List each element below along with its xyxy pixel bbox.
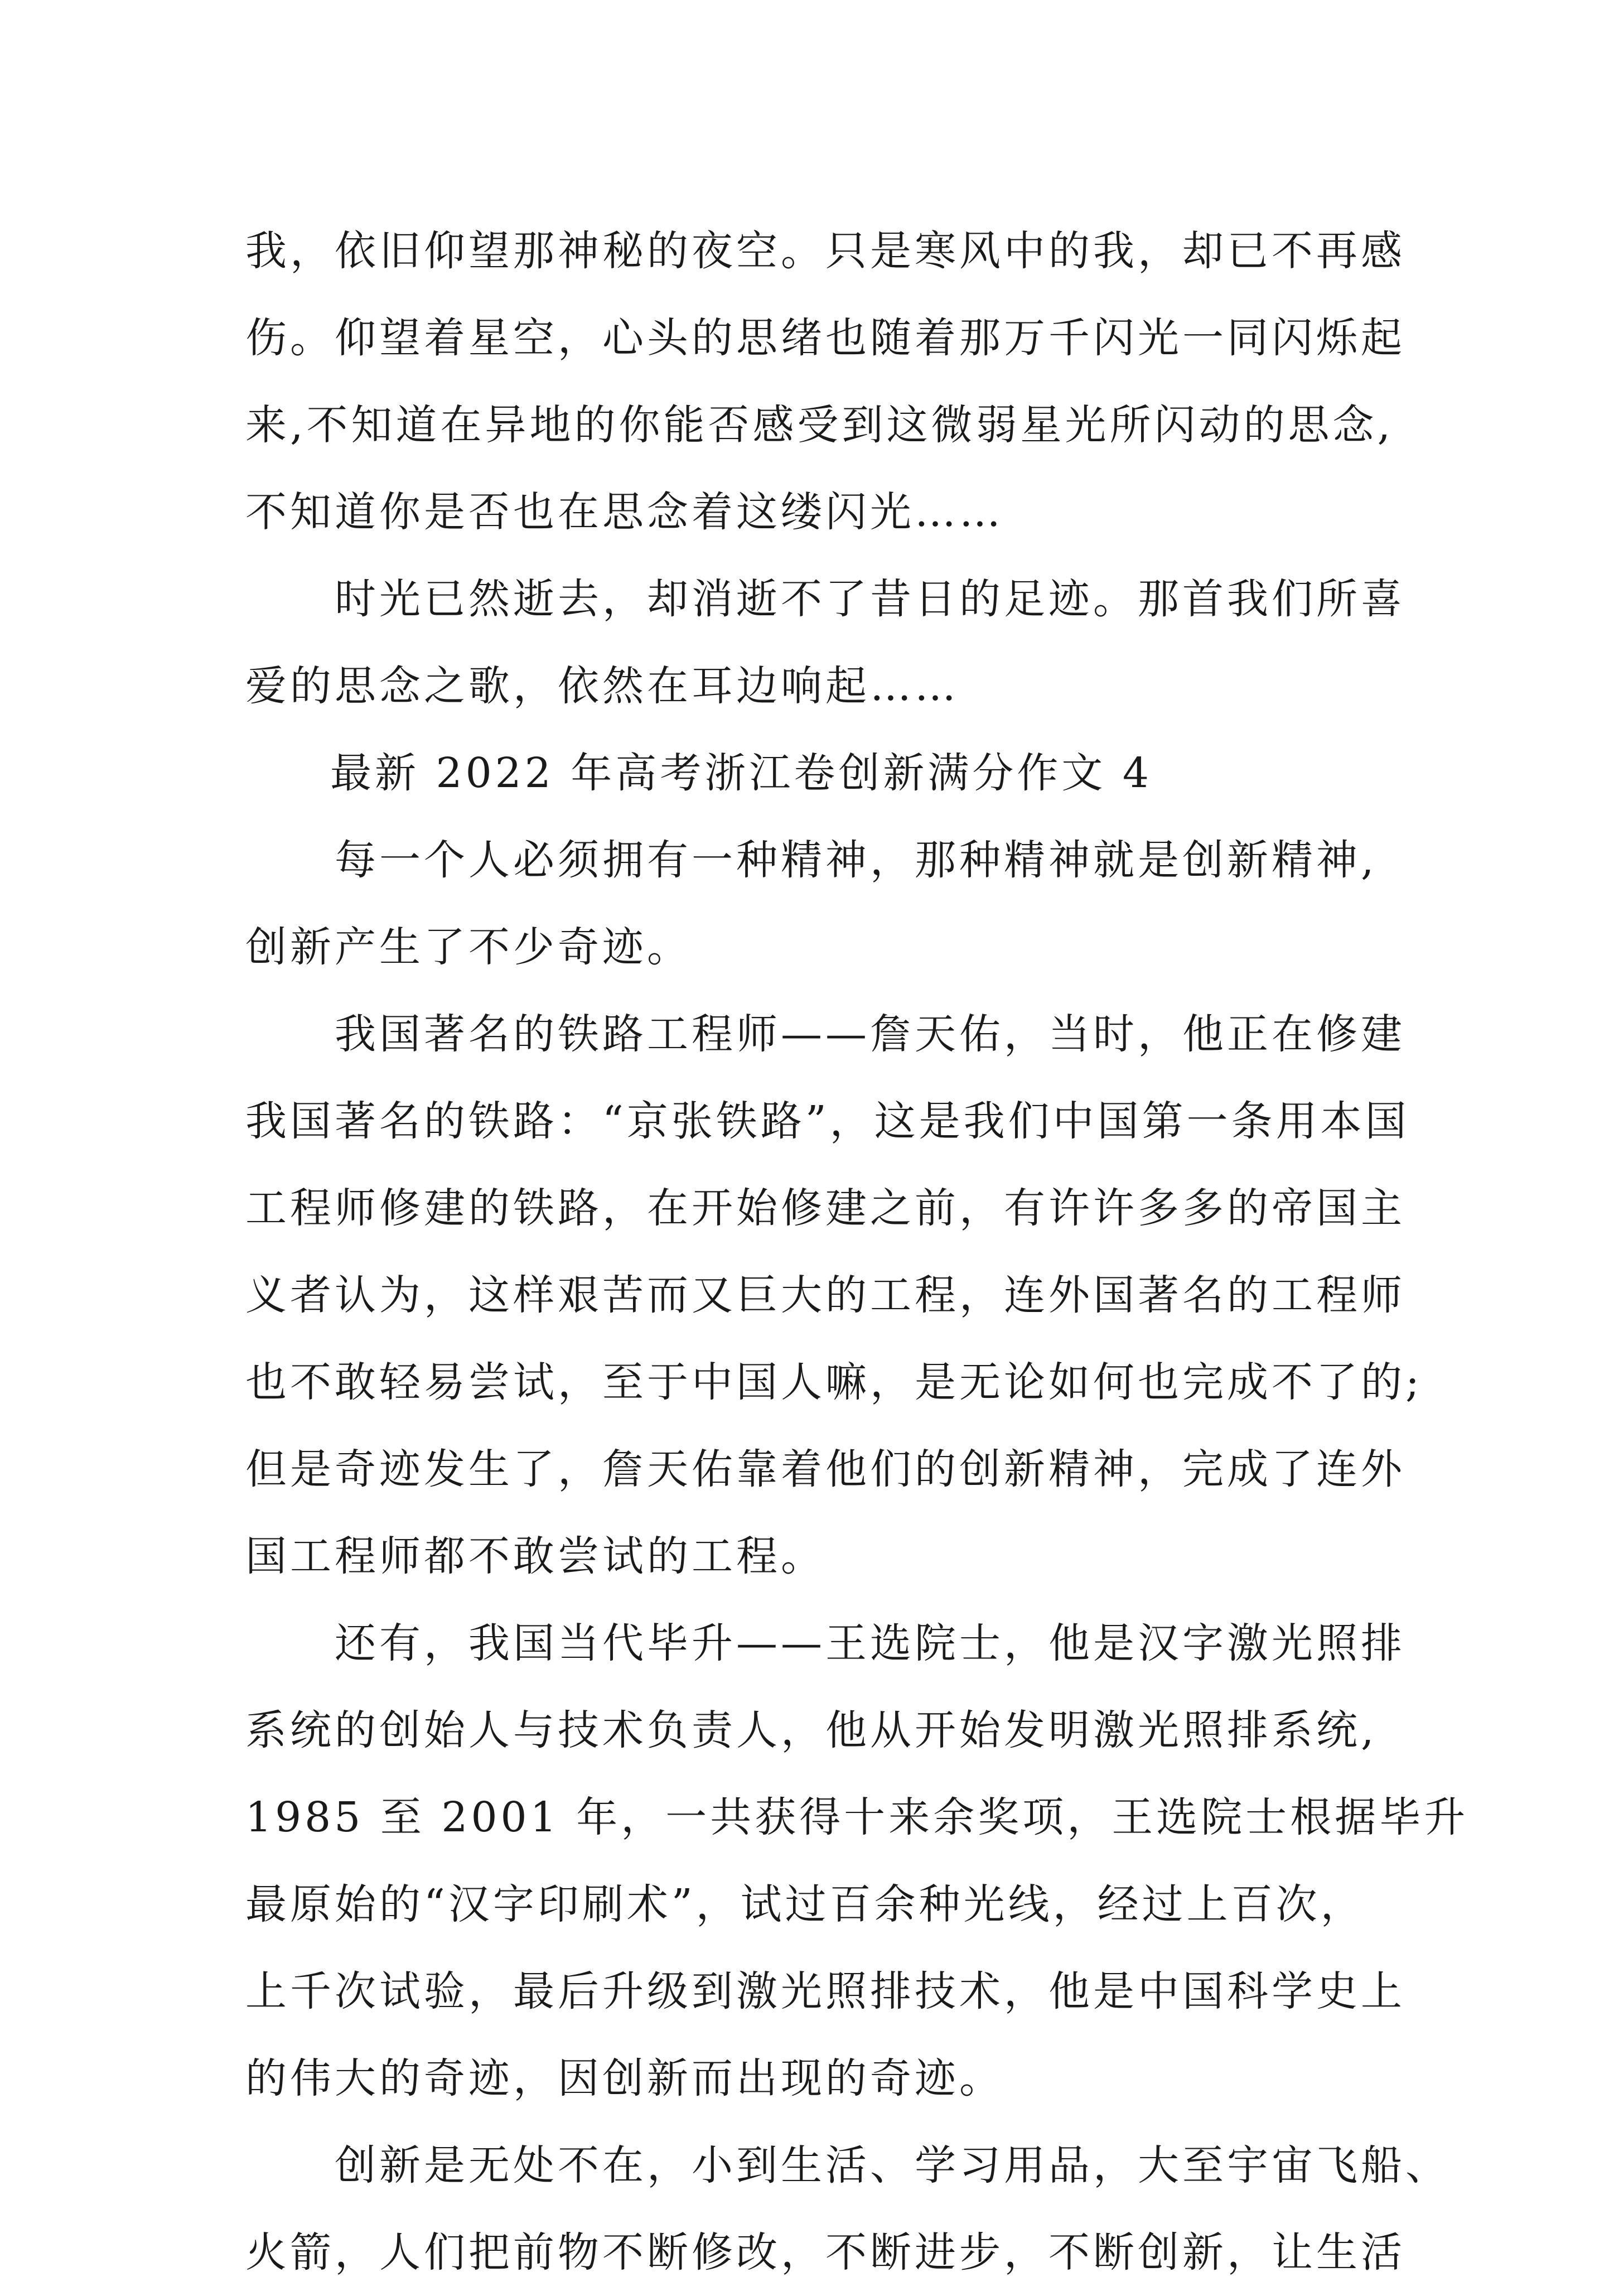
text-line: 火箭，人们把前物不断修改，不断进步，不断创新，让生活 (245, 2229, 1405, 2276)
paragraph-wang-xuan (245, 1600, 1469, 2122)
text-line: 创新产生了不少奇迹。 (245, 923, 692, 971)
paragraph-innovation-spirit (245, 817, 1422, 991)
text-line: 国工程师都不敢尝试的工程。 (245, 1532, 825, 1580)
text-line: 时光已然逝去，却消逝不了昔日的足迹。那首我们所喜 (245, 575, 1405, 623)
text-line: 我国著名的铁路工程师——詹天佑，当时，他正在修建 (245, 1010, 1405, 1058)
text-line: 工程师修建的铁路，在开始修建之前，有许许多多的帝国主 (245, 1184, 1405, 1232)
text-line: 爱的思念之歌，依然在耳边响起…… (245, 662, 959, 710)
text-line: 不知道你是否也在思念着这缕闪光…… (245, 488, 1004, 536)
text-line: 每一个人必须拥有一种精神，那种精神就是创新精神, (245, 836, 1378, 884)
text-line: 创新是无处不在，小到生活、学习用品，大至宇宙飞船、 (245, 2141, 1450, 2189)
text-line: 我国著名的铁路：“京张铁路”，这是我们中国第一条用本国 (245, 1097, 1410, 1145)
document-body (245, 208, 1469, 2296)
text-line: 最原始的“汉字印刷术”，试过百余种光线，经过上百次， (245, 1880, 1365, 1928)
essay-heading (245, 730, 1422, 817)
paragraph-innovation-everywhere (245, 2122, 1450, 2296)
text-line: 但是奇迹发生了，詹天佑靠着他们的创新精神，完成了连外 (245, 1445, 1405, 1493)
text-line: 还有，我国当代毕升——王选院士，他是汉字激光照排 (245, 1619, 1405, 1667)
text-line: 义者认为，这样艰苦而又巨大的工程，连外国著名的工程师 (245, 1271, 1405, 1319)
text-line: 上千次试验，最后升级到激光照排技术，他是中国科学史上 (245, 1967, 1405, 2015)
paragraph-time-passed (245, 556, 1422, 730)
text-line: 1985 至 2001 年，一共获得十来余奖项，王选院士根据毕升 (245, 1793, 1469, 1841)
essay-title: 最新 2022 年高考浙江卷创新满分作文 4 (330, 749, 1152, 797)
text-line: 系统的创始人与技术负责人，他从开始发明激光照排系统, (245, 1706, 1378, 1754)
text-line: 也不敢轻易尝试，至于中国人嘛，是无论如何也完成不了的; (245, 1358, 1423, 1406)
text-line: 我，依旧仰望那神秘的夜空。只是寒风中的我，却已不再感 (245, 227, 1405, 275)
text-line: 来,不知道在异地的你能否感受到这微弱星光所闪动的思念, (245, 401, 1394, 449)
paragraph-zhan-tianyou (245, 991, 1422, 1600)
paragraph-night-sky (245, 208, 1422, 556)
text-line: 伤。仰望着星空，心头的思绪也随着那万千闪光一同闪烁起 (245, 314, 1405, 362)
text-line: 的伟大的奇迹，因创新而出现的奇迹。 (245, 2054, 1004, 2102)
